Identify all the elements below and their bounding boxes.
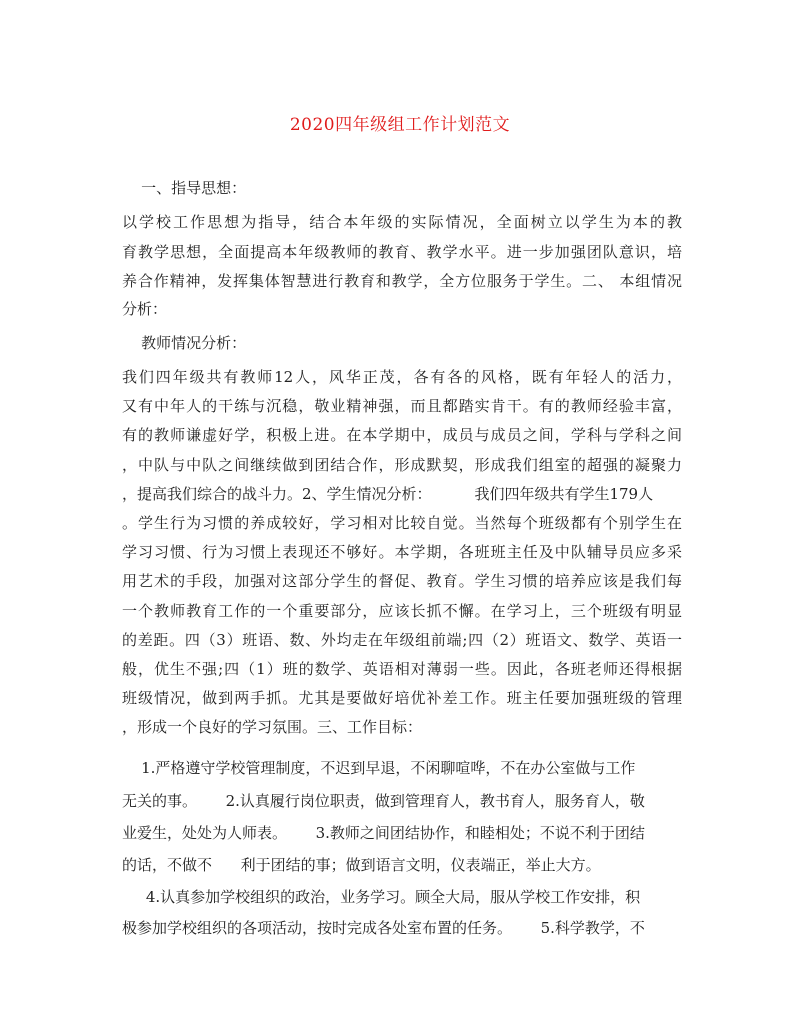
body-line: 的话，不做不 利于团结的事；做到语言文明，仪表端正，举止大方。 [122,856,601,874]
body-line: 我们四年级共有教师12人，风华正茂，各有各的风格，既有年轻人的活力， [122,368,682,386]
body-line: 极参加学校组织的各项活动，按时完成各处室布置的任务。 5.科学教学，不 [122,919,645,937]
body-line: ，中队与中队之间继续做到团结合作，形成默契，形成我们组室的超强的凝聚力 [122,456,682,474]
body-line: 用艺术的手段，加强对这部分学生的督促、教育。学生习惯的培养应该是我们每 [122,572,682,590]
body-line: 育教学思想，全面提高本年级教师的教育、教学水平。进一步加强团队意识，培 [122,243,682,261]
body-line: 又有中年人的干练与沉稳，敬业精神强，而且都踏实肯干。有的教师经验丰富， [122,397,682,415]
body-line: ，形成一个良好的学习氛围。三、工作目标： [122,718,423,736]
body-line: 4.认真参加学校组织的政治，业务学习。顾全大局，服从学校工作安排，积 [122,888,641,906]
body-line: 养合作精神，发挥集体智慧进行教育和教学，全方位服务于学生。二、 本组情况 [122,272,682,290]
body-line: ，提高我们综合的战斗力。2、学生情况分析： 我们四年级共有学生179人 [122,485,654,503]
body-line: 。学生行为习惯的养成较好，学习相对比较自觉。当然每个班级都有个别学生在 [122,514,682,532]
body-line: 分析： [122,300,168,318]
body-line: 一个教师教育工作的一个重要部分，应该长抓不懈。在学习上，三个班级有明显 [122,602,682,620]
body-line: 般，优生不强;四（1）班的数学、英语相对薄弱一些。因此，各班老师还得根据 [122,660,682,678]
body-line: 的差距。四（3）班语、数、外均走在年级组前端;四（2）班语文、数学、英语一 [122,631,682,649]
document-title: 2020四年级组工作计划范文 [289,115,511,135]
body-line: 教师情况分析： [122,334,247,352]
body-line: 一、指导思想： [122,179,247,197]
body-line: 无关的事。 2.认真履行岗位职责，做到管理育人，教书育人，服务育人，敬 [122,792,645,810]
body-line: 以学校工作思想为指导，结合本年级的实际情况，全面树立以学生为本的教 [122,213,682,231]
body-line: 有的教师谦虚好学，积极上进。在本学期中，成员与成员之间，学科与学科之间 [122,426,682,444]
body-line: 班级情况，做到两手抓。尤其是要做好培优补差工作。班主任要加强班级的管理 [122,689,682,707]
body-line: 业爱生，处处为人师表。 3.教师之间团结协作，和睦相处；不说不利于团结 [122,824,645,842]
body-line: 学习习惯、行为习惯上表现还不够好。本学期，各班班主任及中队辅导员应多采 [122,543,682,561]
body-line: 1.严格遵守学校管理制度，不迟到早退，不闲聊喧哗，不在办公室做与工作 [122,759,636,777]
